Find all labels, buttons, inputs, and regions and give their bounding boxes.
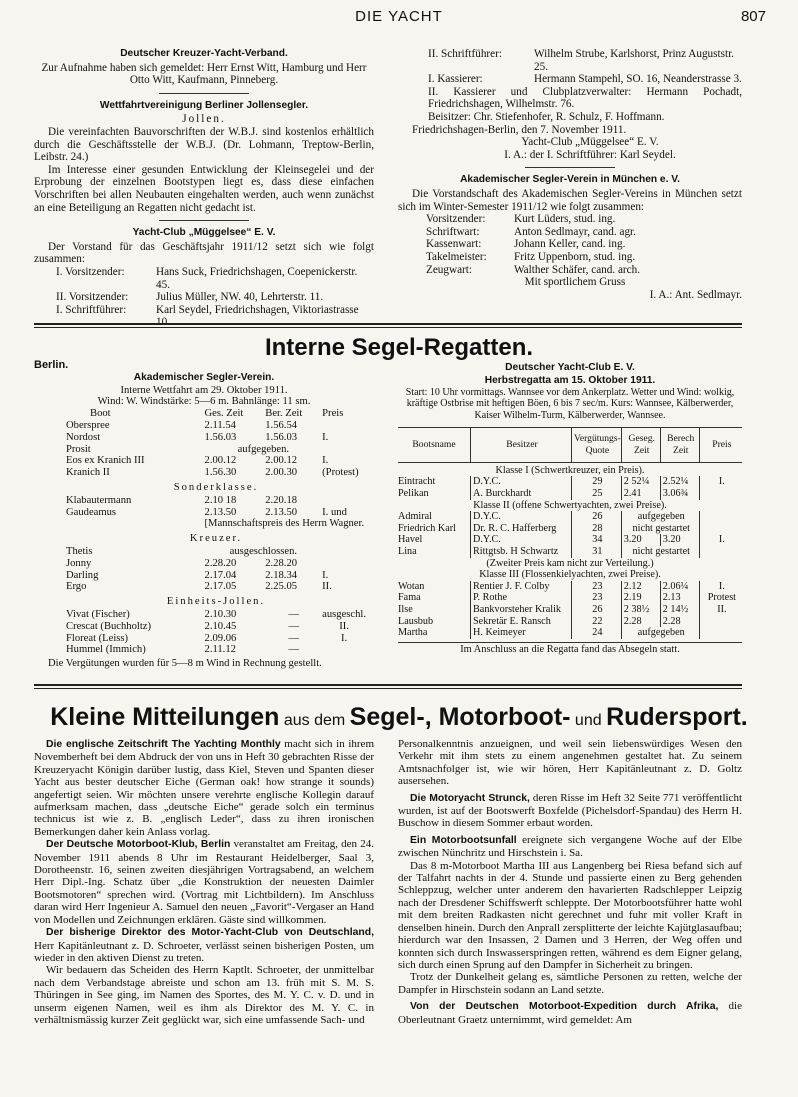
subheading: Jollen.: [182, 113, 226, 126]
table-row: Gaudeamus 2.13.50 2.13.50 I. und: [66, 506, 347, 518]
footnote: Im Anschluss an die Regatta fand das Absegeln statt.: [398, 642, 742, 656]
lead-in: Die Motoryacht Strunck,: [410, 792, 530, 804]
table-row: Oberspree 2.11.54 1.56.54: [66, 419, 298, 431]
section-heading: Yacht-Club „Müggelsee“ E. V.: [132, 227, 276, 239]
table-row: Thetis ausgeschlossen.: [66, 545, 298, 557]
board-row: I. Kassierer: Hermann Stampehl, SO. 16, Neanderstrasse 3.: [428, 73, 742, 86]
club-name: Akademischer Segler-Verein.: [133, 371, 275, 383]
board-table: [428, 48, 742, 86]
divider: [159, 220, 249, 221]
results-table: [398, 427, 742, 639]
board-row: I. Vorsitzender: Hans Suck, Friedrichshagen, Coepenickerstr. 45.: [56, 265, 358, 291]
board-row: Zeugwart: Walther Schäfer, cand. arch.: [426, 263, 640, 276]
class-heading: Sonderklasse.: [173, 481, 259, 493]
section-rule: [34, 327, 742, 328]
wind-info: Wind: W. Windstärke: 5—6 m. Bahnlänge: 11 sm.: [97, 396, 311, 408]
paragraph: Ein Motorbootsunfall ereignete sich vergangene Woche auf der Elbe zwischen Nünchritz und Hirschstein i. Sa.: [398, 833, 742, 860]
km-title-part: Segel-, Motorboot-: [349, 703, 571, 731]
paragraph: Die Vorstandschaft des Akademischen Segler-Vereins in München setzt sich im Winter-Semester 1911/12 wie folgt zusammen:: [398, 187, 742, 213]
table-row: Kranich II 1.56.30 2.00.30 (Protest): [66, 467, 359, 479]
regatta-left: [34, 360, 374, 670]
km-left-column: [34, 738, 374, 1026]
table-row: Lausbub Sekretär E. Ransch 22 2.28 2.28: [398, 616, 742, 628]
table-row: Vivat (Fischer) 2.10.30 — ausgeschl.: [66, 608, 366, 620]
paragraph: Die vereinfachten Bauvorschriften der W.B.J. sind kostenlos erhältlich durch die Geschäftsstelle der W.B.J. (Dr. Lohmann, Treptow-Berlin, Leibstr. 24.): [34, 125, 374, 164]
board-row: Vorsitzender: Kurt Lüders, stud. ing.: [426, 213, 616, 226]
paragraph: Wir bedauern das Scheiden des Herrn Kaptlt. Schroeter, der unmittelbar nach dem Verbandstage abreiste und schon am 13. früh mit S. M. S. Thüringen in See ging, im Namen des Sportes, des M. Y. C. v. D. und in unserm eigenen Namen, weil es ihm als Direktor des M. Y. C. in verhältnismässig kurzer Zeit geglückt war, sich eine umfassende Sach- und: [34, 964, 374, 1026]
paragraph: Im Interesse einer gesunden Entwicklung der Kleinsegelei und der Erprobung der einzelnen Bootstypen liegt es, dass diese einfachen Vorschriften bei allen Neubauten eingehalten werden, auch wenn zunächst an eine Beteiligung an Regatten nicht gedacht ist.: [34, 163, 374, 214]
class-heading: Klasse III (Flossenkielyachten, zwei Preise).: [479, 569, 661, 581]
event-name: Herbstregatta am 15. Oktober 1911.: [484, 374, 656, 386]
table-row: Hummel (Immich) 2.11.12 —: [66, 644, 299, 656]
table-row: Lina Rittgtsb. H Schwartz 31 nicht gestartet: [398, 546, 742, 558]
table-row: [Mannschaftspreis des Herrn Wagner.: [204, 518, 365, 530]
paragraph: Der bisherige Direktor des Motor-Yacht-Club von Deutschland, Herr Kapitänleutnant z. D. Schroeter, verlässt seinen bisherigen Posten, um wieder in den aktiven Dienst zu treten.: [34, 927, 374, 964]
greeting: Mit sportlichem Gruss: [524, 276, 626, 289]
km-right-column: [398, 738, 742, 1026]
right-top-column: [398, 48, 742, 301]
table-row: Eos ex Kranich III 2.00.12 2.00.12 I.: [66, 455, 329, 467]
table-row: Crescat (Buchholtz) 2.10.45 — II.: [66, 620, 349, 632]
board-row: II. Vorsitzender: Julius Müller, NW. 40, Lehrterstr. 11.: [56, 291, 324, 304]
km-title-part: aus dem: [279, 712, 350, 729]
paragraph: Die Motoryacht Strunck, deren Risse im Heft 32 Seite 771 veröffentlicht wurden, ist auf der Bootswerft Boxfelde (Pichelsdorf-Spandau) des Herrn H. Buschow in diesem Sommer erbaut worden.: [398, 791, 742, 830]
table-row: Pelikan A. Burckhardt 25 2.41 3.06¾: [398, 488, 742, 500]
left-top-column: [34, 48, 374, 329]
km-title-part: und: [570, 712, 607, 729]
table-row: Darling 2.17.04 2.18.34 I.: [66, 569, 329, 581]
class-heading: Einheits-Jollen.: [166, 596, 266, 608]
results-table: [66, 408, 366, 656]
event-info: Start: 10 Uhr vormittags. Wannsee vor dem Ankerplatz. Wetter und Wind: wolkig, kräftige Ostbrise mit heftigen Böen, 6 bis 7 sec/m. Kurs: Wannsee, Kälberwerder, Kaiser Wilhelm-Turm, Kälberwerder, Wannsee.: [405, 387, 735, 421]
table-note: (Zweiter Preis kam nicht zur Verteilung.): [486, 557, 654, 569]
regatten-title: Interne Segel-Regatten.: [264, 334, 534, 361]
table-row: Prosit aufgegeben.: [66, 443, 290, 455]
signature: Yacht-Club „Müggelsee“ E. V.: [521, 136, 659, 149]
paragraph: Von der Deutschen Motorboot-Expedition durch Afrika, die Oberleutnant Graetz unternimmt, wird gemeldet: Am: [398, 1000, 742, 1026]
club-name: Deutscher Yacht-Club E. V.: [505, 362, 635, 373]
lead-in: Von der Deutschen Motorboot-Expedition durch Afrika,: [410, 1001, 719, 1013]
board-table: [426, 213, 640, 276]
running-head: [0, 8, 798, 30]
section-heading: Deutscher Kreuzer-Yacht-Verband.: [120, 48, 288, 59]
class-heading: Kreuzer.: [189, 533, 243, 545]
section-heading: Akademischer Segler-Verein in München e. V.: [460, 174, 680, 186]
board-row: Schriftwart: Anton Sedlmayr, cand. agr.: [426, 225, 636, 238]
table-row: Admiral D.Y.C. 26 aufgegeben: [398, 511, 742, 523]
km-title-part: Kleine Mitteilungen: [50, 703, 280, 731]
table-row: Fama P. Rothe 23 2.19 2.13 Protest: [398, 592, 742, 604]
table-row: Ergo 2.17.05 2.25.05 II.: [66, 581, 332, 593]
paragraph: Der Vorstand für das Geschäftsjahr 1911/12 setzt sich wie folgt zusammen:: [34, 240, 374, 266]
board-row: II. Schriftführer: Wilhelm Strube, Karlshorst, Prinz Auguststr. 25.: [428, 48, 734, 73]
km-title: [0, 704, 798, 734]
table-row: Ilse Bankvorsteher Kralik 26 2 38½ 2 14½ II.: [398, 604, 742, 616]
lead-in: Ein Motorbootsunfall: [410, 834, 517, 846]
table-row: Nordost 1.56.03 1.56.03 I.: [66, 431, 329, 443]
table-row: Wotan Rentier J. F. Colby 23 2.12 2.06¼ I.: [398, 581, 742, 593]
section-rule: [34, 323, 742, 325]
table-header: Bootsname Besitzer Vergütungs-Quote Geseg. Zeit Berech Zeit Preis: [398, 427, 742, 462]
paragraph: Trotz der Dunkelheit gelang es, sämtliche Personen zu retten, welche der Dampfer in Hirschstein sodann an Land setzte.: [398, 971, 742, 996]
paragraph: Personalkenntnis anzueignen, und weil sein liebenswürdiges Wesen den Verkehr mit ihm stets zu einem angenehmen gestaltet hat. Zu seinem Amtsnachfolger ist, wie wir hören, Herr Kapitänleutnant z. D. Goltz ausersehen.: [398, 738, 742, 788]
lead-in: Der bisherige Direktor des Motor-Yacht-Club von Deutschland,: [46, 927, 374, 939]
paragraph: II. Kassierer und Clubplatzverwalter: Hermann Pochadt, Friedrichshagen, Wilhelmstr. 76.: [428, 85, 742, 111]
event-date: Interne Wettfahrt am 29. Oktober 1911.: [120, 384, 288, 396]
lead-in: Der Deutsche Motorboot-Klub, Berlin: [46, 839, 231, 851]
paragraph: Der Deutsche Motorboot-Klub, Berlin veranstaltet am Freitag, den 24. November 1911 abends 8 Uhr im Restaurant Heidelberger, Saal 3, Dorotheenstr. 16, seinen zweiten diesjährigen Vortragsabend, an welchem Herr Dipl.-Ing. Schatz über „die Konstruktion der neuesten Daimler Bootsmotoren“ sprechen wird. (Vortrag mit Lichtbildern). Im Anschluss daran wird Herr Ingenieur A. Samuel den neuen „Favorit“-Vergaser an Hand von Modellen und Zeichnungen erklären. Gäste sind willkommen.: [34, 838, 374, 926]
paragraph: Das 8 m-Motorboot Martha III aus Langenberg bei Riesa befand sich auf der Talfahrt nachts in der 4. Stunde und passierte einen zu Berg gehenden Schleppzug, welcher unter anderem den havarierten Radschlepper Leipzig nach der Dresdener Schiffswerft schleppte. Der Motorbootsführer hatte wohl mit dem breiten Radkasten nicht gerechnet und fuhr mit voller Kraft in denselben hinein. Durch den Anprall zersplitterte der leichte Kajütglasaufbau; hierdurch war den Insassen, 2 Damen und 3 Herren, der Weg offen und konnten sich durch Inswasserspringen retten, während es dem Eigner gelang, sich durch einen Sprung auf den Dampfer in Sicherheit zu bringen.: [398, 859, 742, 971]
table-row: Friedrich Karl Dr. R. C. Hafferberg 28 nicht gestartet: [398, 523, 742, 535]
table-header: Boot Ges. Zeit Ber. Zeit Preis: [90, 408, 344, 420]
section-heading: Wettfahrtvereinigung Berliner Jollensegler.: [99, 99, 309, 111]
table-row: Eintracht D.Y.C. 29 2 52¼ 2.52¼ I.: [398, 476, 742, 488]
table-row: Havel D.Y.C. 34 3.20 3.20 I.: [398, 534, 742, 546]
class-heading: Klasse I (Schwertkreuzer, ein Preis).: [495, 464, 645, 476]
footnote: Die Vergütungen wurden für 5—8 m Wind in Rechnung gestellt.: [48, 658, 322, 670]
paragraph: Friedrichshagen-Berlin, den 7. November 1911.: [412, 123, 627, 136]
divider: [525, 167, 615, 168]
class-heading: Klasse II (offene Schwertyachten, zwei Preise).: [473, 499, 667, 511]
paragraph: Zur Aufnahme haben sich gemeldet: Herr Ernst Witt, Hamburg und Herr Otto Witt, Kaufmann, Pinneberg.: [41, 61, 367, 87]
board-row: Kassenwart: Johann Keller, cand. ing.: [426, 238, 626, 251]
board-table: [56, 266, 374, 329]
table-row: Jonny 2.28.20 2.28.20: [66, 557, 298, 569]
paragraph: Beisitzer: Chr. Stiefenhofer, R. Schulz, F. Hoffmann.: [428, 110, 665, 123]
table-row: Martha H. Keimeyer 24 aufgegeben: [398, 627, 742, 639]
table-row: Floreat (Leiss) 2.09.06 — I.: [66, 632, 348, 644]
lead-in: Die englische Zeitschrift The Yachting Monthly: [46, 739, 281, 750]
regatta-right: [398, 362, 742, 655]
board-row: Takelmeister: Fritz Uppenborn, stud. ing.: [426, 250, 636, 263]
section-rule: [34, 684, 742, 686]
table-row: Klabautermann 2.10 18 2.20.18: [66, 494, 298, 506]
page-number: 807: [740, 8, 766, 25]
journal-title: DIE YACHT: [355, 8, 443, 25]
km-title-part: Rudersport.: [606, 703, 748, 731]
divider: [159, 93, 249, 94]
board-row: I. Schriftführer: Karl Seydel, Friedrichshagen, Viktoriastrasse: [56, 303, 359, 316]
paragraph: Die englische Zeitschrift The Yachting Monthly macht sich in ihrem Novemberheft bei dem Abdruck der von uns in Heft 30 gebrachten Risse der Kreuzeryacht Königin darüber lustig, dass Kiel, Steven und Spanten dieser Yacht aus bester deutscher Eiche (German oak! how strange it sounds) angefertigt seien. Wir möchten unsere verehrte englische Kollegin darauf aufmerksam machen, dass „deutsche Eiche“ gerade solch ein terminus technicus ist wie z. B. „englisch Leder“, dass zu ihren ironischen Bemerkungen daher kein Anlass vorlag.: [34, 738, 374, 838]
city: Berlin.: [34, 359, 69, 371]
signature: I. A.: der I. Schriftführer: Karl Seydel.: [504, 148, 676, 161]
section-rule: [34, 688, 742, 689]
signature: I. A.: Ant. Sedlmayr.: [649, 288, 742, 301]
